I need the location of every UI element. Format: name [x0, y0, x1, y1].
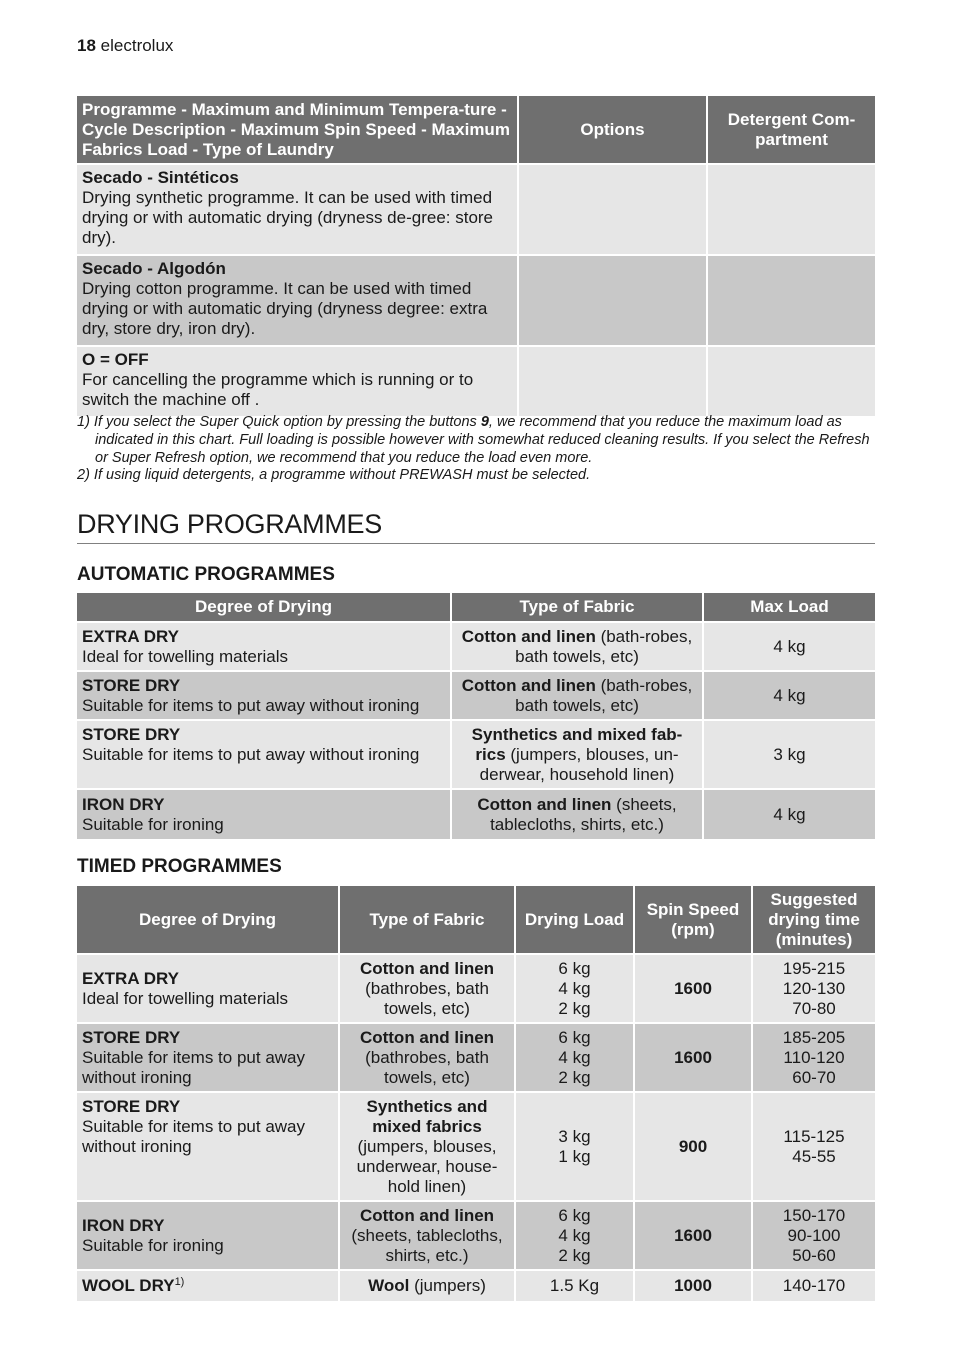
- table-row: [77, 165, 875, 256]
- automatic-programmes-table: [77, 593, 875, 839]
- cell-text: Cotton and linen: [461, 675, 596, 695]
- table-cell: [452, 672, 704, 721]
- table-cell: [77, 347, 519, 416]
- programme-desc: Drying synthetic programme. It can be used with timed drying or with automatic drying (dryness de-gree: store dry).: [82, 188, 494, 247]
- table-cell: [340, 1093, 516, 1202]
- programme-name: O = OFF: [82, 350, 149, 369]
- table-cell: 1600: [635, 1024, 753, 1093]
- table-cell: 115-125 45-55: [753, 1093, 875, 1202]
- cell-text: (bath-robes, bath towels, etc): [515, 626, 693, 666]
- table-row: [77, 1093, 875, 1202]
- options-cell: [519, 347, 708, 416]
- table-cell: 1000: [635, 1271, 753, 1301]
- cell-text: 1): [174, 1276, 185, 1288]
- detergent-header: Detergent Com-partment: [708, 96, 875, 165]
- table-cell: 3 kg 1 kg: [516, 1093, 635, 1202]
- cell-text: Ideal for towelling materials: [82, 646, 288, 666]
- button-reference: 9: [480, 414, 489, 430]
- table-cell: 6 kg 4 kg 2 kg: [516, 955, 635, 1024]
- cell-text: Suitable for items to put away without ironing: [82, 695, 420, 715]
- detergent-cell: [708, 165, 875, 256]
- table-cell: [452, 721, 704, 790]
- options-cell: [519, 256, 708, 347]
- options-cell: [519, 165, 708, 256]
- cell-text: (sheets, tablecloths, shirts, etc.): [490, 794, 677, 834]
- table-cell: [452, 623, 704, 672]
- cell-text: Suitable for items to put away without ironing: [82, 745, 420, 764]
- table-row: [77, 955, 875, 1024]
- cell-text: Suitable for items to put away without ironing: [82, 1117, 306, 1156]
- cell-text: IRON DRY: [82, 1215, 165, 1235]
- cell-text: Synthetics and mixed fabrics: [366, 1096, 488, 1136]
- programme-desc: For cancelling the programme which is running or to switch the machine off .: [82, 370, 474, 409]
- detergent-cell: [708, 347, 875, 416]
- cell-text: (bathrobes, bath towels, etc): [365, 978, 489, 1018]
- cell-text: Cotton and linen: [477, 794, 612, 814]
- cell-text: STORE DRY: [82, 1097, 181, 1116]
- cell-text: Cotton and linen: [359, 1205, 495, 1225]
- table-cell: 185-205 110-120 60-70: [753, 1024, 875, 1093]
- table-cell: 4 kg: [704, 672, 875, 721]
- programme-table: [77, 96, 875, 416]
- table-cell: 4 kg: [704, 790, 875, 839]
- spin-speed-header: Spin Speed (rpm): [635, 886, 753, 955]
- table-cell: [77, 1202, 340, 1271]
- table-row: [77, 256, 875, 347]
- table-cell: 1.5 Kg: [516, 1271, 635, 1301]
- table-cell: [77, 672, 452, 721]
- section-title: DRYING PROGRAMMES: [77, 509, 875, 544]
- cell-text: Synthetics and mixed fab-rics: [471, 724, 683, 764]
- table-cell: [77, 256, 519, 347]
- table-row: [77, 347, 875, 416]
- table-cell: 6 kg 4 kg 2 kg: [516, 1202, 635, 1271]
- options-header: Options: [519, 96, 708, 165]
- cell-text: Suitable for ironing: [82, 1235, 224, 1255]
- table-cell: [77, 165, 519, 256]
- table-row: [77, 672, 875, 721]
- table-cell: 4 kg: [704, 623, 875, 672]
- automatic-programmes-title: AUTOMATIC PROGRAMMES: [77, 564, 335, 585]
- page-number: 18: [77, 36, 96, 55]
- page-header: [77, 36, 173, 56]
- table-cell: [452, 790, 704, 839]
- cell-text: (jumpers): [409, 1276, 486, 1295]
- table-cell: [77, 1271, 340, 1301]
- cell-text: Suitable for items to put away without ironing: [82, 1047, 306, 1087]
- cell-text: WOOL DRY: [82, 1276, 175, 1295]
- detergent-cell: [708, 256, 875, 347]
- table-cell: [77, 623, 452, 672]
- max-load-header: Max Load: [704, 593, 875, 623]
- cell-text: Suitable for ironing: [82, 814, 224, 834]
- fabric-header: Type of Fabric: [340, 886, 516, 955]
- programme-desc: Drying cotton programme. It can be used with timed drying or with automatic drying (dryness degree: extra dry, store dry, iron dry).: [82, 279, 488, 338]
- programme-name: Secado - Sintéticos: [82, 168, 239, 187]
- table-row: [77, 1202, 875, 1271]
- programme-header: Programme - Maximum and Minimum Tempera-ture - Cycle Description - Maximum Spin Speed - Maximum Fabrics Load - Type of Laundry: [77, 96, 519, 165]
- cell-text: Wool: [368, 1276, 410, 1295]
- table-row: [77, 790, 875, 839]
- table-cell: 150-170 90-100 50-60: [753, 1202, 875, 1271]
- cell-text: Ideal for towelling materials: [82, 988, 288, 1008]
- cell-text: Cotton and linen: [461, 626, 596, 646]
- footnotes: [77, 414, 877, 485]
- table-cell: [340, 955, 516, 1024]
- cell-text: STORE DRY: [82, 675, 181, 695]
- drying-load-header: Drying Load: [516, 886, 635, 955]
- degree-header: Degree of Drying: [77, 593, 452, 623]
- cell-text: (bath-robes, bath towels, etc): [515, 675, 693, 715]
- cell-text: EXTRA DRY: [82, 968, 179, 988]
- table-row: [77, 1271, 875, 1301]
- drying-time-header: Suggested drying time (minutes): [753, 886, 875, 955]
- table-cell: [77, 1024, 340, 1093]
- cell-text: , we recommend that you reduce the maximum load as indicated in this chart. Full loading is possible however with somewhat reduced cleaning results. If you select the Refresh or Super Refresh option, we recommend that you reduce the load even more.: [95, 414, 870, 466]
- table-cell: [340, 1271, 516, 1301]
- table-row: [77, 721, 875, 790]
- cell-text: 1) If you select the Super Quick option by pressing the buttons: [77, 414, 481, 430]
- footnote-1: [77, 414, 877, 467]
- brand-name: electrolux: [100, 36, 174, 55]
- cell-text: (jumpers, blouses, un-derwear, household linen): [479, 744, 679, 784]
- table-cell: 1600: [635, 1202, 753, 1271]
- timed-programmes-title: TIMED PROGRAMMES: [77, 856, 282, 877]
- footnote-2: 2) If using liquid detergents, a programme without PREWASH must be selected.: [77, 467, 591, 484]
- table-cell: 900: [635, 1093, 753, 1202]
- degree-header: Degree of Drying: [77, 886, 340, 955]
- cell-text: IRON DRY: [82, 794, 165, 814]
- table-cell: [340, 1024, 516, 1093]
- programme-name: Secado - Algodón: [82, 259, 226, 278]
- table-row: [77, 1024, 875, 1093]
- table-cell: [77, 1093, 340, 1202]
- cell-text: EXTRA DRY: [82, 626, 179, 646]
- cell-text: (jumpers, blouses, underwear, house-hold linen): [356, 1136, 498, 1196]
- cell-text: (sheets, tablecloths, shirts, etc.): [351, 1225, 503, 1265]
- cell-text: Cotton and linen: [359, 1027, 495, 1047]
- table-row: [77, 623, 875, 672]
- table-cell: 6 kg 4 kg 2 kg: [516, 1024, 635, 1093]
- cell-text: STORE DRY: [82, 1027, 181, 1047]
- table-cell: [340, 1202, 516, 1271]
- table-cell: 195-215 120-130 70-80: [753, 955, 875, 1024]
- table-cell: 140-170: [753, 1271, 875, 1301]
- cell-text: STORE DRY: [82, 725, 181, 744]
- fabric-header: Type of Fabric: [452, 593, 704, 623]
- table-cell: [77, 955, 340, 1024]
- cell-text: Cotton and linen: [359, 958, 495, 978]
- timed-programmes-table: [77, 886, 875, 1301]
- table-cell: 3 kg: [704, 721, 875, 790]
- table-cell: 1600: [635, 955, 753, 1024]
- cell-text: (bathrobes, bath towels, etc): [365, 1047, 489, 1087]
- table-cell: [77, 790, 452, 839]
- table-cell: [77, 721, 452, 790]
